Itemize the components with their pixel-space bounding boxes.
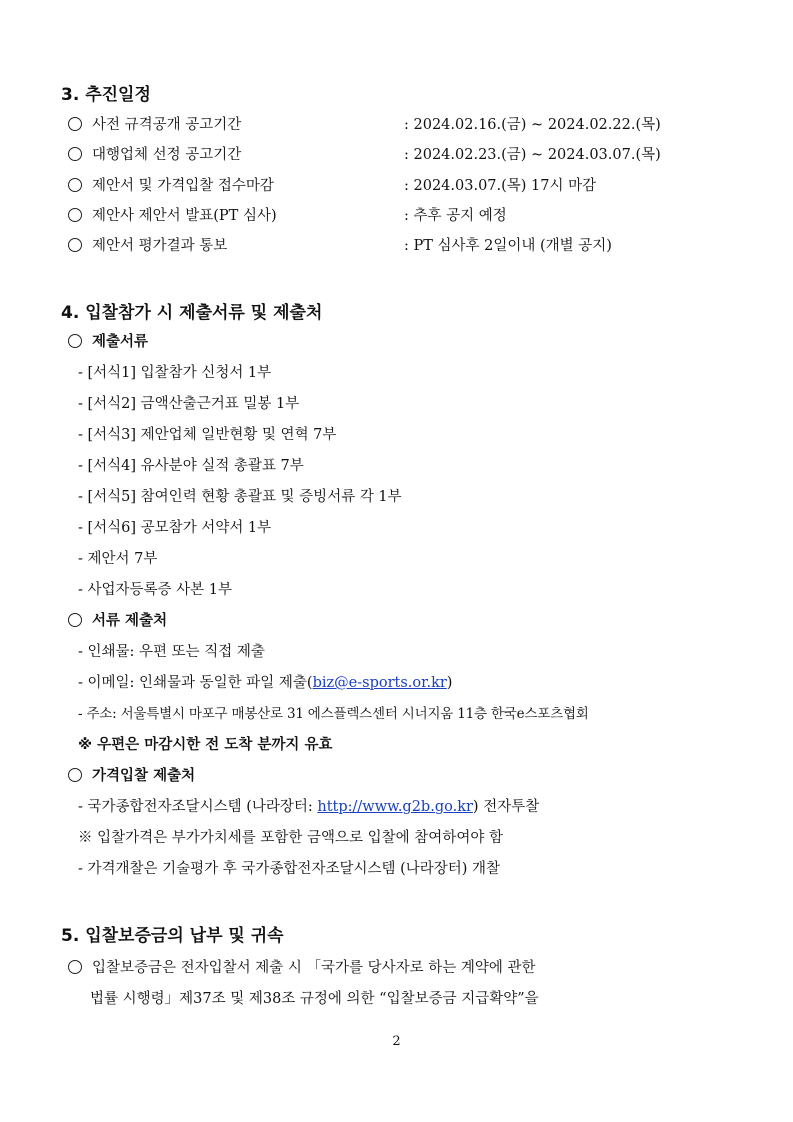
section-5-paragraph-line-1 — [68, 958, 536, 978]
docs-item: - 제안서 7부 — [78, 551, 158, 567]
schedule-label: 제안사 제안서 발표(PT 심사) — [92, 208, 277, 224]
section-5-paragraph-line-2: 법률 시행령」제37조 및 제38조 규정에 의한 “입찰보증금 지급확약”을 — [90, 991, 539, 1007]
docs-item: - [서식4] 유사분야 실적 총괄표 7부 — [78, 458, 304, 474]
schedule-label: 제안서 및 가격입찰 접수마감 — [92, 178, 274, 194]
submit-print-line: - 인쇄물: 우편 또는 직접 제출 — [78, 644, 265, 660]
schedule-label: 사전 규격공개 공고기간 — [92, 117, 242, 133]
submit-subheading — [68, 611, 167, 631]
docs-item: - [서식5] 참여인력 현황 총괄표 및 증빙서류 각 1부 — [78, 489, 402, 505]
schedule-value: : 2024.02.23.(금) ~ 2024.03.07.(목) — [404, 147, 661, 163]
schedule-label: 제안서 평가결과 통보 — [92, 238, 228, 254]
section-4-heading: 4. 입찰참가 시 제출서류 및 제출처 — [61, 303, 323, 323]
schedule-value: : PT 심사후 2일이내 (개별 공지) — [404, 238, 612, 254]
submit-email-line — [78, 673, 452, 693]
circle-bullet-icon — [68, 768, 82, 782]
docs-item: - [서식6] 공모참가 서약서 1부 — [78, 520, 272, 536]
docs-item: - 사업자등록증 사본 1부 — [78, 582, 233, 598]
price-line-2: - 가격개찰은 기술평가 후 국가종합전자조달시스템 (나라장터) 개찰 — [78, 861, 501, 877]
docs-item: - [서식3] 제안업체 일반현황 및 연혁 7부 — [78, 427, 337, 443]
submit-address-line: - 주소: 서울특별시 마포구 매봉산로 31 에스플렉스센터 시너지움 11층 한국e스포츠협회 — [78, 706, 589, 722]
submit-email-prefix: - 이메일: 인쇄물과 동일한 파일 제출( — [78, 675, 313, 691]
schedule-row — [68, 176, 274, 196]
schedule-row — [68, 145, 241, 165]
circle-bullet-icon — [68, 147, 82, 161]
docs-subheading-text: 제출서류 — [92, 334, 149, 350]
docs-item: - [서식1] 입찰참가 신청서 1부 — [78, 365, 272, 381]
schedule-value: : 2024.03.07.(목) 17시 마감 — [404, 178, 597, 194]
docs-subheading — [68, 332, 148, 352]
submit-subheading-text: 서류 제출처 — [92, 613, 168, 629]
circle-bullet-icon — [68, 960, 82, 974]
circle-bullet-icon — [68, 208, 82, 222]
circle-bullet-icon — [68, 238, 82, 252]
price-subheading-text: 가격입찰 제출처 — [92, 768, 196, 784]
section-5-heading: 5. 입찰보증금의 납부 및 귀속 — [61, 926, 284, 946]
schedule-value: : 2024.02.16.(금) ~ 2024.02.22.(목) — [404, 117, 661, 133]
price-line-1-suffix: ) 전자투찰 — [472, 799, 540, 815]
section-3-heading: 3. 추진일정 — [61, 85, 151, 105]
schedule-row — [68, 236, 227, 256]
section-5-line-1-text: 입찰보증금은 전자입찰서 제출 시 「국가를 당사자로 하는 계약에 관한 — [92, 960, 536, 976]
page-number: 2 — [392, 1034, 401, 1049]
schedule-value: : 추후 공지 예정 — [404, 208, 507, 224]
schedule-row — [68, 115, 241, 135]
price-line-1-prefix: - 국가종합전자조달시스템 (나라장터: — [78, 799, 318, 815]
circle-bullet-icon — [68, 613, 82, 627]
price-subheading — [68, 766, 195, 786]
schedule-row — [68, 206, 277, 226]
docs-item: - [서식2] 금액산출근거표 밀봉 1부 — [78, 396, 300, 412]
circle-bullet-icon — [68, 334, 82, 348]
price-note: ※ 입찰가격은 부가가치세를 포함한 금액으로 입찰에 참여하여야 함 — [78, 830, 503, 846]
circle-bullet-icon — [68, 117, 82, 131]
price-line-1 — [78, 797, 539, 817]
schedule-label: 대행업체 선정 공고기간 — [92, 147, 242, 163]
g2b-link[interactable]: http://www.g2b.go.kr — [317, 799, 473, 815]
email-link[interactable]: biz@e-sports.or.kr — [312, 675, 447, 691]
submit-email-suffix: ) — [446, 675, 453, 691]
submit-note: ※ 우편은 마감시한 전 도착 분까지 유효 — [78, 737, 333, 753]
circle-bullet-icon — [68, 178, 82, 192]
